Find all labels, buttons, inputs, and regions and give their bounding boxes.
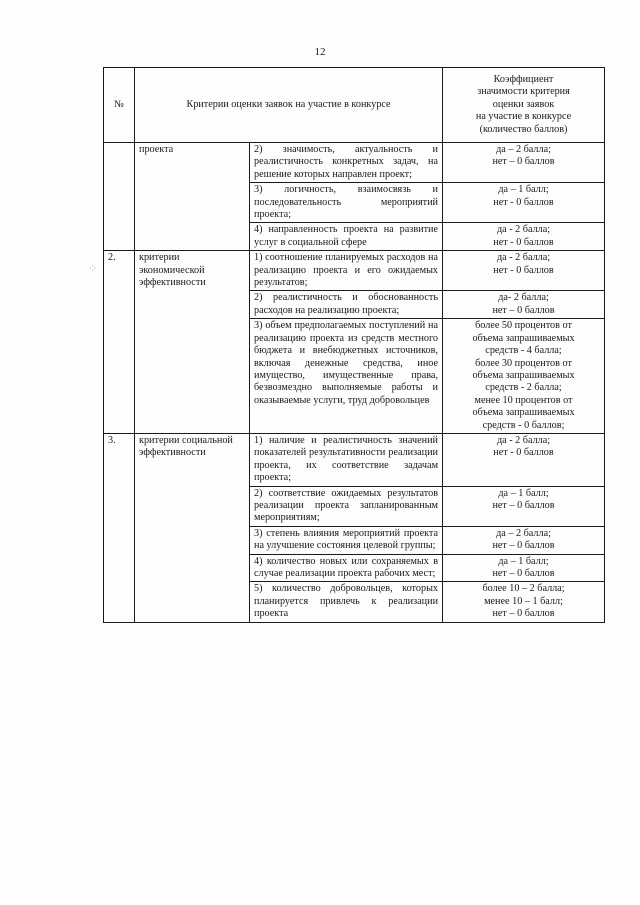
score-line: да - 2 балла; [496, 224, 551, 236]
criterion-name: критерии экономической эффективности [135, 251, 250, 434]
score-cell [443, 319, 605, 434]
score-cell [443, 223, 605, 251]
score-line: нет - 0 баллов [493, 236, 554, 248]
table-header-row [104, 68, 605, 143]
score-cell [443, 183, 605, 223]
header-num: № [104, 68, 135, 143]
score-line: объема запрашиваемых [472, 369, 575, 381]
score-line: более 10 – 2 балла; [482, 583, 565, 595]
subcriterion-text: 3) степень влияния мероприятий проекта на улучшение состояния целевой группы; [250, 526, 443, 554]
score-line: более 50 процентов от [475, 320, 572, 332]
score-cell [443, 554, 605, 582]
table-row [104, 433, 605, 486]
score-cell [443, 582, 605, 622]
header-score-line: оценки заявок [492, 98, 555, 110]
score-line: нет – 0 баллов [492, 540, 555, 552]
score-cell [443, 251, 605, 291]
score-cell [443, 433, 605, 486]
score-line: менее 10 процентов от [474, 394, 573, 406]
score-line: нет – 0 баллов [492, 499, 555, 511]
score-line: нет – 0 баллов [492, 608, 555, 620]
header-score-line: Коэффициент [493, 73, 554, 85]
score-line: нет – 0 баллов [492, 568, 555, 579]
score-line: более 30 процентов от [475, 357, 572, 369]
header-score-line: значимости критерия [477, 86, 570, 98]
subcriterion-text: 4) направленность проекта на развитие услуг в социальной сфере [250, 223, 443, 251]
table-row [104, 251, 605, 291]
subcriterion-text: 1) наличие и реалистичность значений показателей результативности реализации проекта, их соответствие задачам проекта; [250, 433, 443, 486]
header-score-line: (количество баллов) [479, 123, 568, 135]
criterion-number: 3. [104, 433, 135, 622]
score-line: да – 1 балл; [498, 487, 549, 499]
subcriterion-text: 3) объем предполагаемых поступлений на реализацию проекта из средств местного бюджета и внебюджетных источников, включая денежные средства, иное имущество, имущественные права, безвозмездно выполняемые работы и оказываемые услуги, труд добровольцев [250, 319, 443, 434]
score-line: менее 10 – 1 балл; [484, 595, 563, 607]
score-line: нет – 0 баллов [492, 156, 555, 168]
score-cell [443, 486, 605, 526]
criterion-name: критерии социальной эффективности [135, 433, 250, 622]
subcriterion-text: 2) значимость, актуальность и реалистичность конкретных задач, на решение которых направлен проект; [250, 143, 443, 183]
subcriterion-text: 5) количество добровольцев, которых планируется привлечь к реализации проекта [250, 582, 443, 622]
subcriterion-text: 2) соответствие ожидаемых результатов реализации проекта запланированным мероприятиям; [250, 486, 443, 526]
score-line: нет - 0 баллов [493, 264, 554, 276]
score-line: объема запрашиваемых [472, 407, 575, 419]
subcriterion-text: 3) логичность, взаимосвязь и последовательность мероприятий проекта; [250, 183, 443, 223]
header-criteria: Критерии оценки заявок на участие в конкурсе [135, 68, 443, 143]
score-line: да – 2 балла; [496, 527, 551, 539]
score-line: да – 2 балла; [496, 144, 551, 155]
score-cell [443, 526, 605, 554]
score-line: нет - 0 баллов [493, 196, 554, 208]
score-line: средств - 0 баллов; [482, 419, 565, 431]
score-line: средств - 2 балла; [485, 382, 562, 394]
score-line: средств - 4 балла; [485, 345, 562, 357]
score-line: объема запрашиваемых [472, 332, 575, 344]
scan-artifact-mark: ⁘ [88, 263, 98, 275]
score-line: да- 2 балла; [498, 292, 549, 304]
subcriterion-text: 4) количество новых или сохраняемых в случае реализации проекта рабочих мест; [250, 554, 443, 582]
header-score [443, 68, 605, 143]
criterion-name: проекта [135, 143, 250, 251]
criterion-number: 2. [104, 251, 135, 434]
score-line: нет - 0 баллов [493, 447, 554, 459]
header-score-line: на участие в конкурсе [475, 111, 572, 123]
subcriterion-text: 2) реалистичность и обоснованность расходов на реализацию проекта; [250, 291, 443, 319]
score-line: да – 1 балл; [498, 184, 549, 196]
score-line: нет – 0 баллов [492, 304, 555, 316]
score-line: да - 2 балла; [496, 434, 551, 446]
criterion-number [104, 143, 135, 251]
page-number: 12 [314, 46, 326, 58]
criteria-table [103, 67, 605, 623]
score-cell [443, 143, 605, 183]
score-line: да – 1 балл; [498, 555, 549, 567]
table-row [104, 143, 605, 183]
score-cell [443, 291, 605, 319]
subcriterion-text: 1) соотношение планируемых расходов на реализацию проекта и его ожидаемых результатов; [250, 251, 443, 291]
score-line: да - 2 балла; [496, 252, 551, 264]
